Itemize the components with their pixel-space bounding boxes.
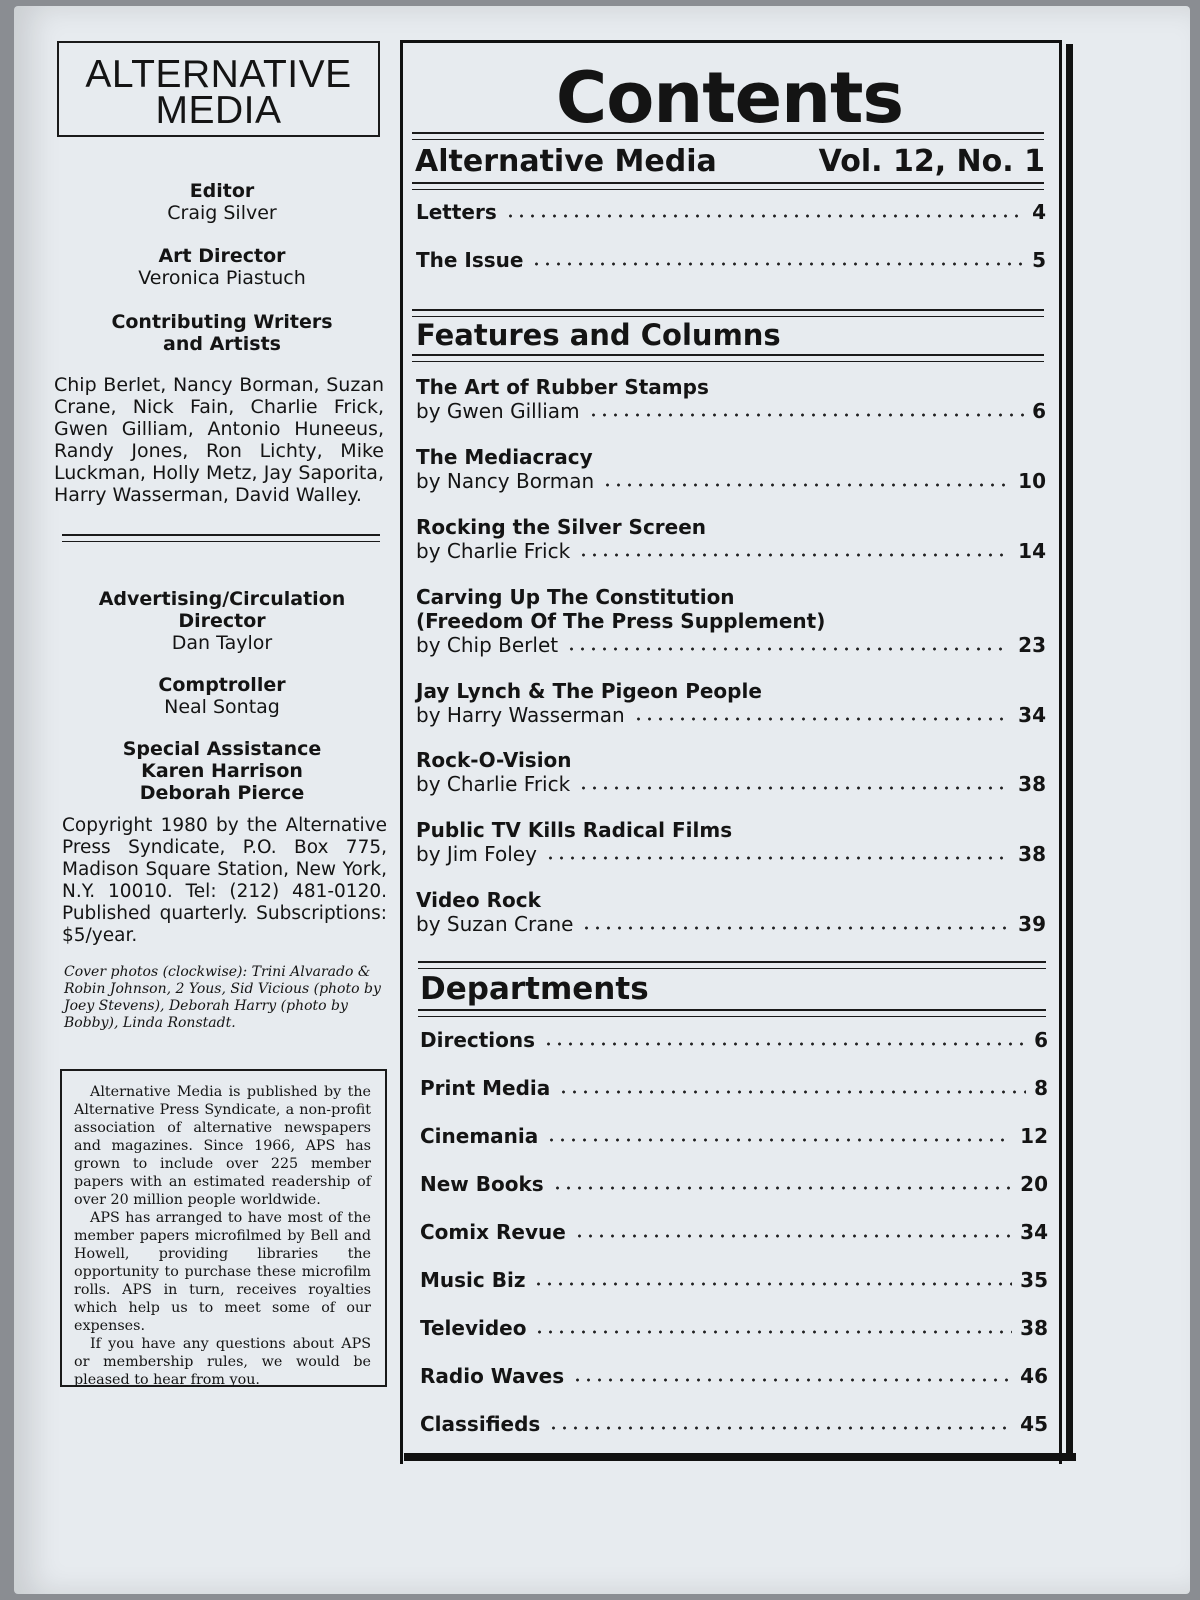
- toc-department[interactable]: [420, 1076, 1048, 1100]
- contents-title: Contents: [555, 57, 904, 139]
- dot-leader: [545, 856, 1010, 860]
- feature-title: Rock-O-Vision: [416, 748, 572, 772]
- toc-label: Cinemania: [420, 1124, 539, 1148]
- toc-page: 5: [1032, 248, 1046, 272]
- feature-title: The Mediacracy: [416, 445, 593, 469]
- feature-title: The Art of Rubber Stamps: [416, 375, 709, 399]
- toc-page: 23: [1018, 633, 1046, 657]
- dot-leader: [588, 413, 1025, 417]
- toc-department[interactable]: [420, 1412, 1048, 1436]
- toc-page: 10: [1018, 469, 1046, 493]
- feature-byline: by Charlie Frick: [416, 539, 571, 563]
- toc-page: 38: [1018, 772, 1046, 796]
- toc-department[interactable]: [420, 1316, 1048, 1340]
- toc-page: 46: [1020, 1364, 1048, 1388]
- left-divider: [62, 534, 380, 542]
- toc-feature[interactable]: [416, 585, 1046, 657]
- toc-page: 38: [1020, 1316, 1048, 1340]
- toc-label: Comix Revue: [420, 1220, 566, 1244]
- toc-page: 34: [1020, 1220, 1048, 1244]
- toc-label: Classifieds: [420, 1412, 541, 1436]
- issue-rule: [412, 182, 1044, 190]
- departments-rule-bottom: [418, 1009, 1046, 1017]
- dot-leader: [533, 1282, 1012, 1286]
- feature-title: Video Rock: [416, 888, 541, 912]
- masthead-line-2: MEDIA: [155, 89, 282, 132]
- writers-role-line-2: and Artists: [163, 333, 281, 355]
- toc-feature[interactable]: [416, 888, 1046, 936]
- toc-page: 8: [1034, 1076, 1048, 1100]
- comptroller-role: Comptroller: [158, 674, 286, 696]
- feature-byline: by Nancy Borman: [416, 469, 595, 493]
- advertising-name: Dan Taylor: [171, 632, 273, 654]
- feature-byline: by Charlie Frick: [416, 772, 571, 796]
- advertising-role-line-2: Director: [178, 610, 266, 632]
- toc-page: 6: [1034, 1028, 1048, 1052]
- toc-page: 12: [1020, 1124, 1048, 1148]
- writers-role-line-1: Contributing Writers: [111, 311, 333, 333]
- editor-role: Editor: [189, 180, 255, 202]
- issue-header: [415, 144, 1045, 180]
- departments-section-title: Departments: [420, 971, 649, 1007]
- comptroller-name: Neal Sontag: [164, 696, 280, 718]
- toc-department[interactable]: [420, 1364, 1048, 1388]
- masthead-line-1: ALTERNATIVE: [85, 53, 352, 96]
- dot-leader: [558, 1090, 1026, 1094]
- copyright-notice: Copyright 1980 by the Alternative Press Syndicate, P.O. Box 775, Madison Square Station, New York, N.Y. 10010. Tel: (212) 481-0120. Published quarterly. Subscriptions: $5/year.: [62, 815, 387, 946]
- toc-feature[interactable]: [416, 748, 1046, 796]
- title-rule: [412, 132, 1044, 140]
- dot-leader: [546, 1138, 1012, 1142]
- aps-info-box: [60, 1069, 387, 1387]
- feature-title: Jay Lynch & The Pigeon People: [416, 679, 762, 703]
- art-director-role: Art Director: [158, 245, 286, 267]
- art-director-name: Veronica Piastuch: [138, 267, 306, 289]
- toc-feature[interactable]: [416, 375, 1046, 423]
- credit-writers: [57, 311, 387, 355]
- toc-label: The Issue: [416, 248, 524, 272]
- toc-page: 4: [1032, 200, 1046, 224]
- dot-leader: [578, 786, 1010, 790]
- feature-title: Public TV Kills Radical Films: [416, 818, 733, 842]
- toc-department[interactable]: [420, 1124, 1048, 1148]
- features-rule-top: [412, 309, 1044, 317]
- toc-page: 20: [1020, 1172, 1048, 1196]
- feature-byline: by Jim Foley: [416, 842, 537, 866]
- special-name-2: Deborah Pierce: [139, 782, 305, 804]
- toc-label: Music Biz: [420, 1268, 526, 1292]
- writers-list: Chip Berlet, Nancy Borman, Suzan Crane, Nick Fain, Charlie Frick, Gwen Gilliam, Antonio Huneeus, Randy Jones, Ron Lichty, Mike Luckman, Holly Metz, Jay Saporita, Harry Wasserman, David Walley.: [54, 374, 384, 506]
- toc-feature[interactable]: [416, 679, 1046, 727]
- feature-title-line-2: (Freedom Of The Press Supplement): [416, 609, 826, 633]
- features-section-title: Features and Columns: [416, 318, 781, 352]
- dot-leader: [574, 1234, 1012, 1238]
- credit-advertising: [57, 588, 387, 654]
- dot-leader: [531, 262, 1024, 266]
- credit-comptroller: [57, 674, 387, 718]
- publication-name: Alternative Media: [415, 144, 717, 179]
- special-name-1: Karen Harrison: [141, 760, 303, 782]
- toc-page: 6: [1032, 399, 1046, 423]
- dot-leader: [633, 717, 1011, 721]
- toc-page: 38: [1018, 842, 1046, 866]
- toc-page: 34: [1018, 703, 1046, 727]
- toc-entry-letters[interactable]: [416, 200, 1046, 224]
- advertising-role-line-1: Advertising/Circulation: [98, 588, 346, 610]
- dot-leader: [534, 1330, 1012, 1334]
- dot-leader: [581, 926, 1010, 930]
- toc-label: Televideo: [420, 1316, 527, 1340]
- dot-leader: [548, 1426, 1012, 1430]
- dot-leader: [572, 1378, 1012, 1382]
- feature-title: Carving Up The Constitution: [416, 585, 735, 609]
- dot-leader: [578, 553, 1010, 557]
- toc-page: 39: [1018, 912, 1046, 936]
- aps-paragraph-2: APS has arranged to have most of the member papers microfilmed by Bell and Howell, providing libraries the opportunity to purchase these microfilm rolls. APS in turn, receives royalties which help us to meet some of our expenses.: [74, 1210, 371, 1334]
- toc-feature[interactable]: [416, 445, 1046, 493]
- toc-feature[interactable]: [416, 515, 1046, 563]
- feature-byline: by Harry Wasserman: [416, 703, 625, 727]
- contents-frame-shadow-bottom: [404, 1453, 1076, 1461]
- issue-number: Vol. 12, No. 1: [818, 144, 1045, 179]
- toc-label: New Books: [420, 1172, 544, 1196]
- features-rule-bottom: [412, 354, 1044, 362]
- toc-label: Print Media: [420, 1076, 551, 1100]
- credit-special-assistance: [57, 738, 387, 804]
- toc-department[interactable]: [420, 1028, 1048, 1052]
- toc-department[interactable]: [420, 1268, 1048, 1292]
- contents-frame-shadow-right: [1066, 44, 1073, 1458]
- toc-page: 45: [1020, 1412, 1048, 1436]
- editor-name: Craig Silver: [167, 202, 277, 224]
- departments-rule-top: [418, 961, 1046, 969]
- dot-leader: [543, 1042, 1026, 1046]
- toc-page: 14: [1018, 539, 1046, 563]
- dot-leader: [552, 1186, 1012, 1190]
- masthead-logo: [57, 41, 380, 137]
- dot-leader: [566, 647, 1010, 651]
- dot-leader: [602, 483, 1010, 487]
- feature-byline: by Suzan Crane: [416, 912, 574, 936]
- credit-editor: [57, 180, 387, 224]
- feature-byline: by Chip Berlet: [416, 633, 559, 657]
- credit-art-director: [57, 245, 387, 289]
- special-role: Special Assistance: [122, 738, 322, 760]
- toc-department[interactable]: [420, 1172, 1048, 1196]
- toc-department[interactable]: [420, 1220, 1048, 1244]
- dot-leader: [505, 214, 1024, 218]
- toc-feature[interactable]: [416, 818, 1046, 866]
- cover-photo-credits: Cover photos (clockwise): Trini Alvarado & Robin Johnson, 2 Yous, Sid Vicious (photo by Joey Stevens), Deborah Harry (photo by Bobby), Linda Ronstadt.: [64, 964, 381, 1031]
- toc-label: Radio Waves: [420, 1364, 565, 1388]
- toc-label: Letters: [416, 200, 497, 224]
- aps-paragraph-3: If you have any questions about APS or membership rules, we would be pleased to hear from you.: [74, 1336, 371, 1388]
- aps-paragraph-1: Alternative Media is published by the Alternative Press Syndicate, a non-profit association of alternative newspapers and magazines. Since 1966, APS has grown to include over 225 member papers with an estimated readership of over 20 million people worldwide.: [74, 1084, 371, 1208]
- toc-entry-the-issue[interactable]: [416, 248, 1046, 272]
- toc-page: 35: [1020, 1268, 1048, 1292]
- feature-byline: by Gwen Gilliam: [416, 399, 580, 423]
- toc-label: Directions: [420, 1028, 536, 1052]
- feature-title: Rocking the Silver Screen: [416, 515, 707, 539]
